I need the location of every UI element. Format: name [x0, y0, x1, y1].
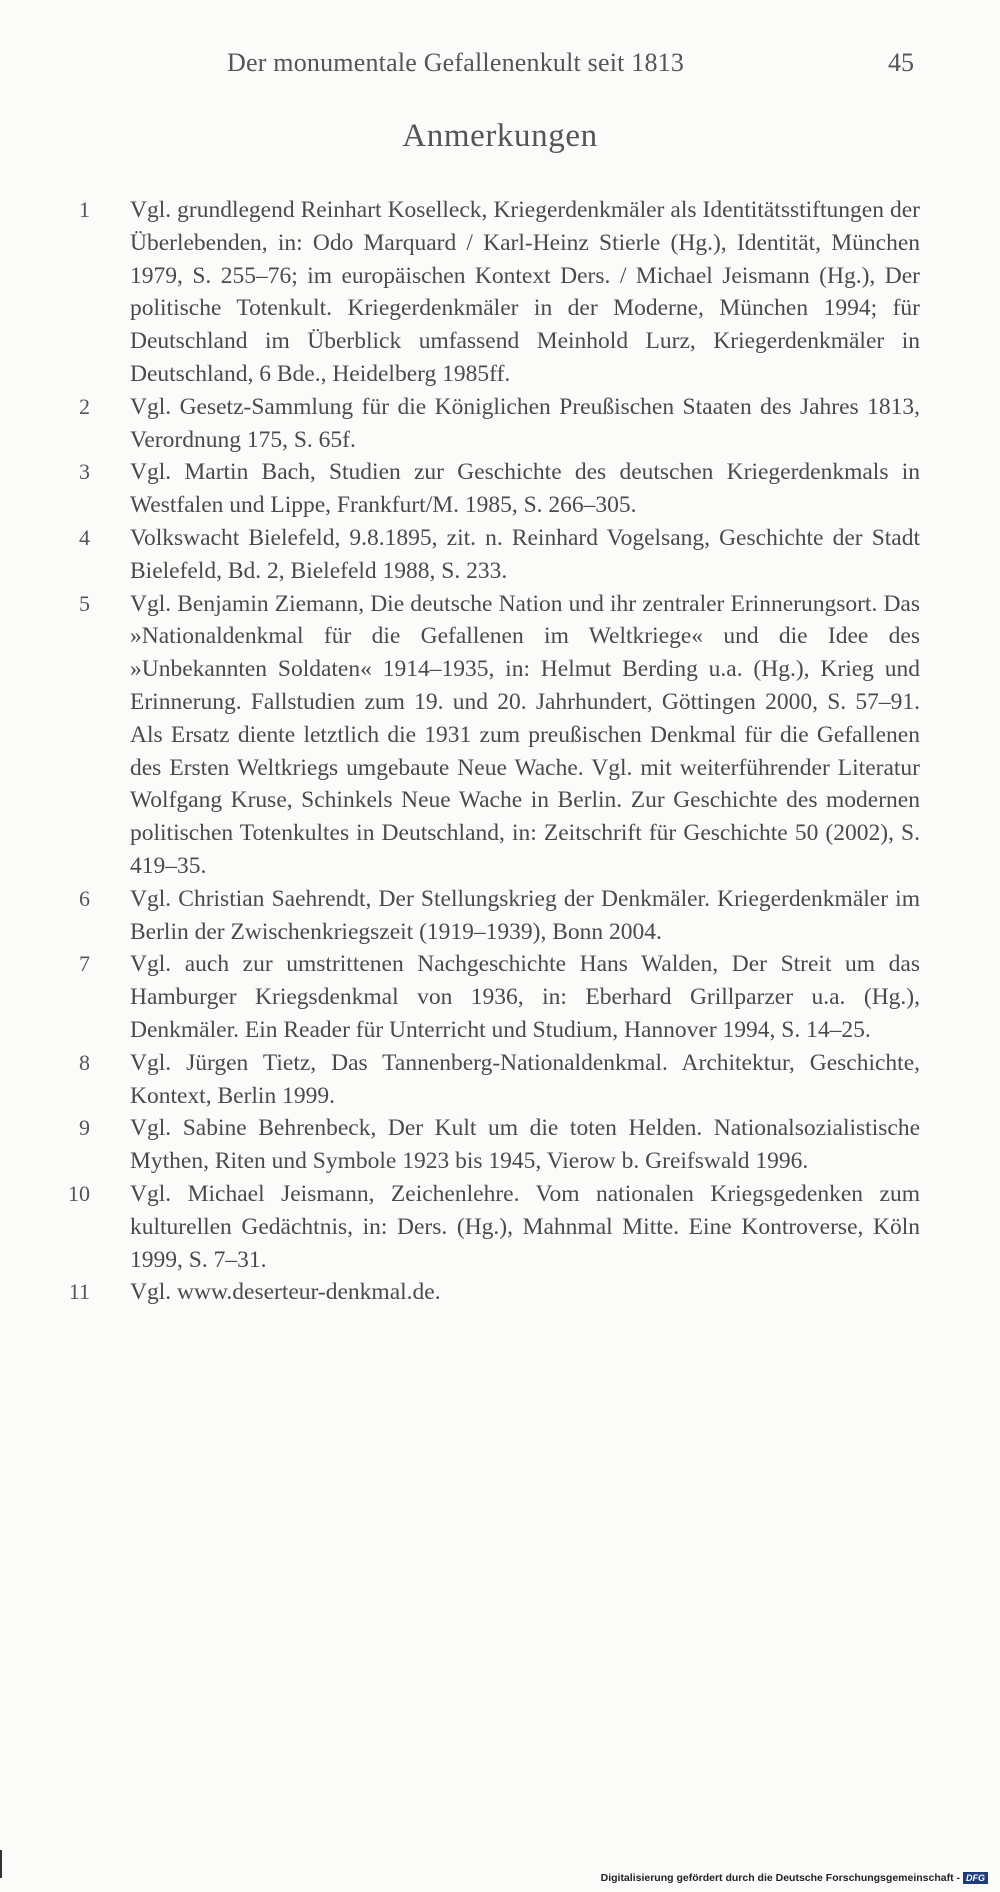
endnote-text: Vgl. Michael Jeismann, Zeichenlehre. Vom nationalen Kriegsgedenken zum kulturellen Gedächtnis, in: Ders. (Hg.), Mahnmal Mitte. Eine Kontroverse, Köln 1999, S. 7–31.: [130, 1180, 920, 1273]
endnote-number: 10: [68, 1180, 90, 1206]
digitization-credit: Digitalisierung gefördert durch die Deutsche Forschungsgemeinschaft -: [600, 1872, 960, 1884]
endnote-text: Vgl. Gesetz-Sammlung für die Königlichen Preußischen Staaten des Jahres 1813, Verordnung 175, S. 65f.: [130, 393, 920, 453]
page-number: 45: [888, 48, 914, 77]
endnote-number: 1: [79, 197, 90, 222]
endnote: [40, 1276, 920, 1309]
digitization-footer: [601, 1872, 988, 1884]
endnote-text: Vgl. Benjamin Ziemann, Die deutsche Nation und ihr zentraler Erinnerungsort. Das »Nationaldenkmal für die Gefallenen im Weltkriege« und die Idee des »Unbekannten Soldaten« 1914–1935, in: Helmut Berding u.a. (Hg.), Krieg und Erinnerung. Fallstudien zum 19. und 20. Jahrhundert, Göttingen 2000, S. 57–91. Als Ersatz diente letztlich die 1931 zum preußischen Denkmal für die Gefallenen des Ersten Weltkriegs umgebaute Neue Wache. Vgl. mit weiterführender Literatur Wolfgang Kruse, Schinkels Neue Wache in Berlin. Zur Geschichte des modernen politischen Totenkultes in Deutschland, in: Zeitschrift für Geschichte 50 (2002), S. 419–35.: [130, 590, 920, 879]
endnotes-list: [40, 194, 920, 1309]
endnote: [40, 1112, 920, 1178]
endnote: [40, 588, 920, 883]
endnote-number: 3: [79, 459, 90, 485]
dfg-logo: DFG: [963, 1872, 988, 1884]
endnote: [40, 1178, 920, 1276]
endnote-number: 6: [79, 885, 90, 911]
endnote: [40, 391, 920, 457]
endnote: [40, 194, 920, 391]
endnote-number: 8: [79, 1049, 90, 1075]
endnote-text: Vgl. Martin Bach, Studien zur Geschichte des deutschen Kriegerdenkmals in Westfalen und Lippe, Frankfurt/M. 1985, S. 266–305.: [130, 459, 920, 519]
section-title: Anmerkungen: [402, 118, 598, 154]
endnote-number: 11: [68, 1279, 90, 1305]
endnote-number: 9: [79, 1115, 90, 1141]
endnote-text: Vgl. auch zur umstrittenen Nachgeschichte Hans Walden, Der Streit um das Hamburger Kriegsdenkmal von 1936, in: Eberhard Grillparzer u.a. (Hg.), Denkmäler. Ein Reader für Unterricht und Studium, Hannover 1994, S. 14–25.: [130, 951, 920, 1043]
endnote: [40, 456, 920, 522]
endnote-number: 2: [79, 393, 90, 419]
endnote: [40, 883, 920, 949]
endnote-number: 4: [79, 524, 90, 550]
endnote-number: 7: [79, 951, 90, 977]
endnote: [40, 948, 920, 1046]
scan-margin-mark: [0, 1850, 2, 1878]
endnote: [40, 1047, 920, 1113]
endnote-text: Volkswacht Bielefeld, 9.8.1895, zit. n. Reinhard Vogelsang, Geschichte der Stadt Bielefeld, Bd. 2, Bielefeld 1988, S. 233.: [130, 524, 920, 584]
endnote: [40, 522, 920, 588]
endnote-text: Vgl. Christian Saehrendt, Der Stellungskrieg der Denkmäler. Kriegerdenkmäler im Berlin der Zwischenkriegszeit (1919–1939), Bonn 2004.: [130, 885, 920, 945]
endnote-number: 5: [79, 590, 90, 616]
endnote-text: Vgl. Jürgen Tietz, Das Tannenberg-Nationaldenkmal. Architektur, Geschichte, Kontext, Berlin 1999.: [130, 1049, 920, 1109]
running-head: Der monumentale Gefallenenkult seit 1813: [227, 48, 685, 77]
endnote-text: Vgl. Sabine Behrenbeck, Der Kult um die toten Helden. Nationalsozialistische Mythen, Riten und Symbole 1923 bis 1945, Vierow b. Greifswald 1996.: [130, 1115, 920, 1175]
endnote-text: Vgl. grundlegend Reinhart Koselleck, Kriegerdenkmäler als Identitätsstiftungen der Überlebenden, in: Odo Marquard / Karl-Heinz Stierle (Hg.), Identität, München 1979, S. 255–76; im europäischen Kontext Ders. / Michael Jeismann (Hg.), Der politische Totenkult. Kriegerdenkmäler in der Moderne, München 1994; für Deutschland im Überblick umfassend Meinhold Lurz, Kriegerdenkmäler in Deutschland, 6 Bde., Heidelberg 1985ff.: [130, 197, 920, 387]
endnote-text: Vgl. www.deserteur-denkmal.de.: [130, 1279, 441, 1306]
